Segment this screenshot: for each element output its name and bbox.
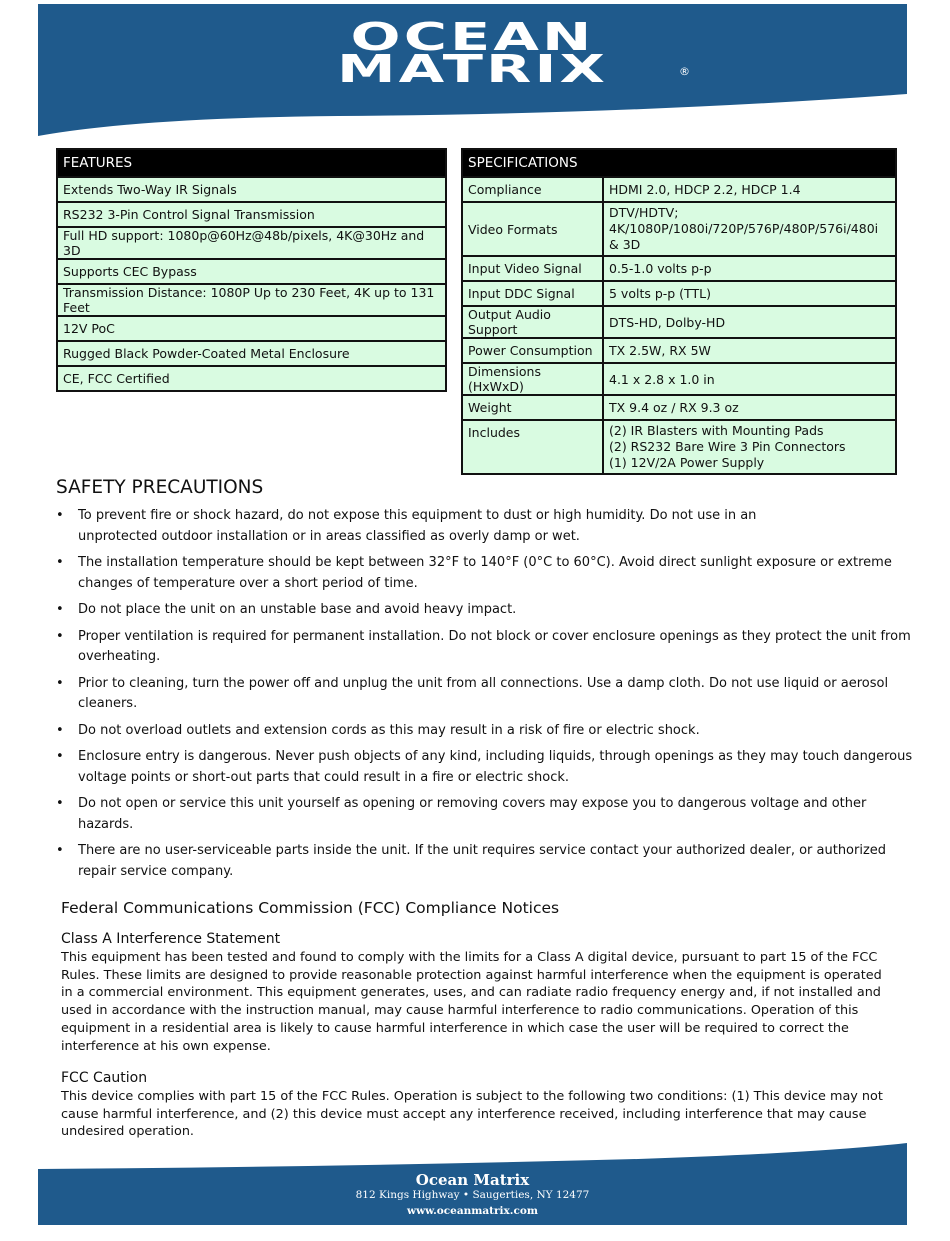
spec-value — [603, 177, 896, 202]
spec-label: Power Consumption — [462, 338, 603, 363]
spec-row — [462, 281, 896, 306]
spec-label: Input Video Signal — [462, 256, 603, 281]
safety-item — [56, 627, 918, 668]
feature-row — [57, 227, 446, 259]
feature-row — [57, 177, 446, 202]
spec-value — [603, 363, 896, 395]
safety-title: SAFETY PRECAUTIONS — [56, 477, 264, 498]
safety-item — [56, 553, 918, 594]
spec-value — [603, 420, 896, 474]
spec-row — [462, 202, 896, 256]
footer-company: Ocean Matrix — [415, 1171, 530, 1189]
fcc-caution-heading: FCC Caution — [61, 1070, 148, 1086]
safety-item-text: Enclosure entry is dangerous. Never push objects of any kind, including liquids, through openings as they may touch dangerous voltage points or short-out parts that could result in a fire or electric shock. — [78, 749, 913, 785]
bullet-icon: • — [56, 843, 64, 858]
footer-banner — [38, 1143, 907, 1225]
spec-value — [603, 202, 896, 256]
spec-value-line: (2) IR Blasters with Mounting Pads — [609, 423, 824, 438]
logo-text-matrix: MATRIX — [336, 47, 609, 91]
features-list — [57, 177, 446, 391]
safety-item-text: Prior to cleaning, turn the power off and unplug the unit from all connections. Use a damp cloth. Do not use liquid or aerosol cleaners. — [78, 675, 889, 711]
spec-value — [603, 395, 896, 420]
feature-item: Supports CEC Bypass — [57, 259, 446, 284]
features-header: FEATURES — [57, 149, 446, 177]
spec-value-line: 4K/1080P/1080i/720P/576P/480P/576i/480i & 3D — [609, 221, 879, 252]
class-a-heading: Class A Interference Statement — [61, 931, 281, 947]
spec-value — [603, 256, 896, 281]
specifications-table — [461, 148, 897, 475]
bullet-icon: • — [56, 675, 64, 691]
bullet-icon: • — [56, 722, 64, 738]
bullet-icon: • — [56, 602, 64, 617]
specifications-list — [462, 177, 896, 474]
feature-row — [57, 259, 446, 284]
feature-item: Extends Two-Way IR Signals — [57, 177, 446, 202]
spec-label: Video Formats — [462, 202, 603, 256]
spec-row — [462, 420, 896, 474]
safety-item-text: Proper ventilation is required for permanent installation. Do not block or cover enclosure openings as they protect the unit from overheating. — [78, 628, 911, 664]
safety-item-text: Do not overload outlets and extension cords as this may result in a risk of fire or electric shock. — [78, 722, 700, 738]
feature-row — [57, 316, 446, 341]
safety-item-text: There are no user-serviceable parts inside the unit. If the unit requires service contact your authorized dealer, or authorized repair service company. — [78, 843, 887, 879]
spec-row — [462, 177, 896, 202]
fcc-caution-text: This device complies with part 15 of the FCC Rules. Operation is subject to the following two conditions: (1) This device may not cause harmful interference, and (2) this device must accept any interference received, including interference that may cause undesired operation. — [61, 1089, 883, 1140]
spec-row — [462, 306, 896, 338]
features-table — [56, 148, 447, 392]
spec-value-line: 0.5-1.0 volts p-p — [609, 261, 712, 276]
footer-address: 812 Kings Highway • Saugerties, NY 12477 — [355, 1189, 590, 1201]
spec-label: Includes — [462, 420, 603, 474]
safety-item — [56, 747, 918, 788]
bullet-icon: • — [56, 628, 64, 644]
spec-row — [462, 363, 896, 395]
spec-value-line: TX 9.4 oz / RX 9.3 oz — [609, 400, 739, 415]
spec-value-line: 5 volts p-p (TTL) — [609, 286, 711, 301]
footer-website-link[interactable]: www.oceanmatrix.com — [407, 1205, 538, 1217]
spec-value-line: DTV/HDTV; — [609, 205, 679, 220]
spec-value-line: HDMI 2.0, HDCP 2.2, HDCP 1.4 — [609, 182, 801, 197]
safety-item — [56, 600, 918, 621]
safety-item — [56, 506, 918, 547]
feature-item: CE, FCC Certified — [57, 366, 446, 391]
feature-item: Transmission Distance: 1080P Up to 230 Feet, 4K up to 131 Feet — [57, 284, 446, 316]
spec-value — [603, 281, 896, 306]
spec-value — [603, 306, 896, 338]
feature-item: Full HD support: 1080p@60Hz@48b/pixels, 4K@30Hz and 3D — [57, 227, 446, 259]
fcc-title: Federal Communications Commission (FCC) Compliance Notices — [61, 899, 560, 917]
bullet-icon: • — [56, 749, 64, 764]
spec-label: Weight — [462, 395, 603, 420]
safety-item — [56, 794, 918, 835]
spec-value — [603, 338, 896, 363]
feature-item: Rugged Black Powder-Coated Metal Enclosure — [57, 341, 446, 366]
spec-row — [462, 338, 896, 363]
spec-value-line: (1) 12V/2A Power Supply — [609, 455, 765, 470]
spec-label: Dimensions (HxWxD) — [462, 363, 603, 395]
safety-item-text: The installation temperature should be kept between 32°F to 140°F (0°C to 60°C). Avoid direct sunlight exposure or extreme changes of temperature over a short period of time. — [78, 555, 892, 591]
safety-list — [56, 506, 918, 888]
spec-value-line: (2) RS232 Bare Wire 3 Pin Connectors — [609, 439, 846, 454]
spec-row — [462, 256, 896, 281]
bullet-icon: • — [56, 796, 64, 811]
spec-label: Compliance — [462, 177, 603, 202]
feature-row — [57, 341, 446, 366]
class-a-text: This equipment has been tested and found to comply with the limits for a Class A digital device, pursuant to part 15 of the FCC Rules. These limits are designed to provide reasonable protection against harmful interference when the equipment is operated in a commercial environment. This equipment generates, uses, and can radiate radio frequency energy and, if not installed and used in accordance with the instruction manual, may cause harmful interference to radio communications. Operation of this equipment in a residential area is likely to cause harmful interference in which case the user will be required to correct the interference at his own expense. — [61, 950, 882, 1054]
header-banner — [38, 4, 907, 138]
feature-item: RS232 3-Pin Control Signal Transmission — [57, 202, 446, 227]
logo-text-ocean: OCEAN — [350, 15, 595, 59]
safety-item — [56, 721, 918, 742]
spec-label: Input DDC Signal — [462, 281, 603, 306]
bullet-icon: • — [56, 508, 64, 523]
spec-value-line: DTS-HD, Dolby-HD — [609, 314, 726, 330]
feature-row — [57, 284, 446, 316]
safety-item-text: To prevent fire or shock hazard, do not expose this equipment to dust or high humidity. Do not use in an unprotected outdoor installation or in areas classified as overly damp or wet. — [78, 508, 757, 544]
bullet-icon: • — [56, 555, 64, 570]
spec-value-line: 4.1 x 2.8 x 1.0 in — [609, 371, 715, 387]
specifications-header: SPECIFICATIONS — [462, 149, 896, 177]
spec-row — [462, 395, 896, 420]
feature-item: 12V PoC — [57, 316, 446, 341]
safety-item-text: Do not open or service this unit yourself as opening or removing covers may expose you to dangerous voltage and other hazards. — [78, 796, 867, 832]
spec-value-line: TX 2.5W, RX 5W — [609, 343, 711, 358]
registered-mark: ® — [679, 65, 690, 78]
safety-item-text: Do not place the unit on an unstable base and avoid heavy impact. — [78, 602, 517, 617]
feature-row — [57, 202, 446, 227]
spec-label: Output Audio Support — [462, 306, 603, 338]
feature-row — [57, 366, 446, 391]
safety-item — [56, 674, 918, 715]
safety-item — [56, 841, 918, 882]
